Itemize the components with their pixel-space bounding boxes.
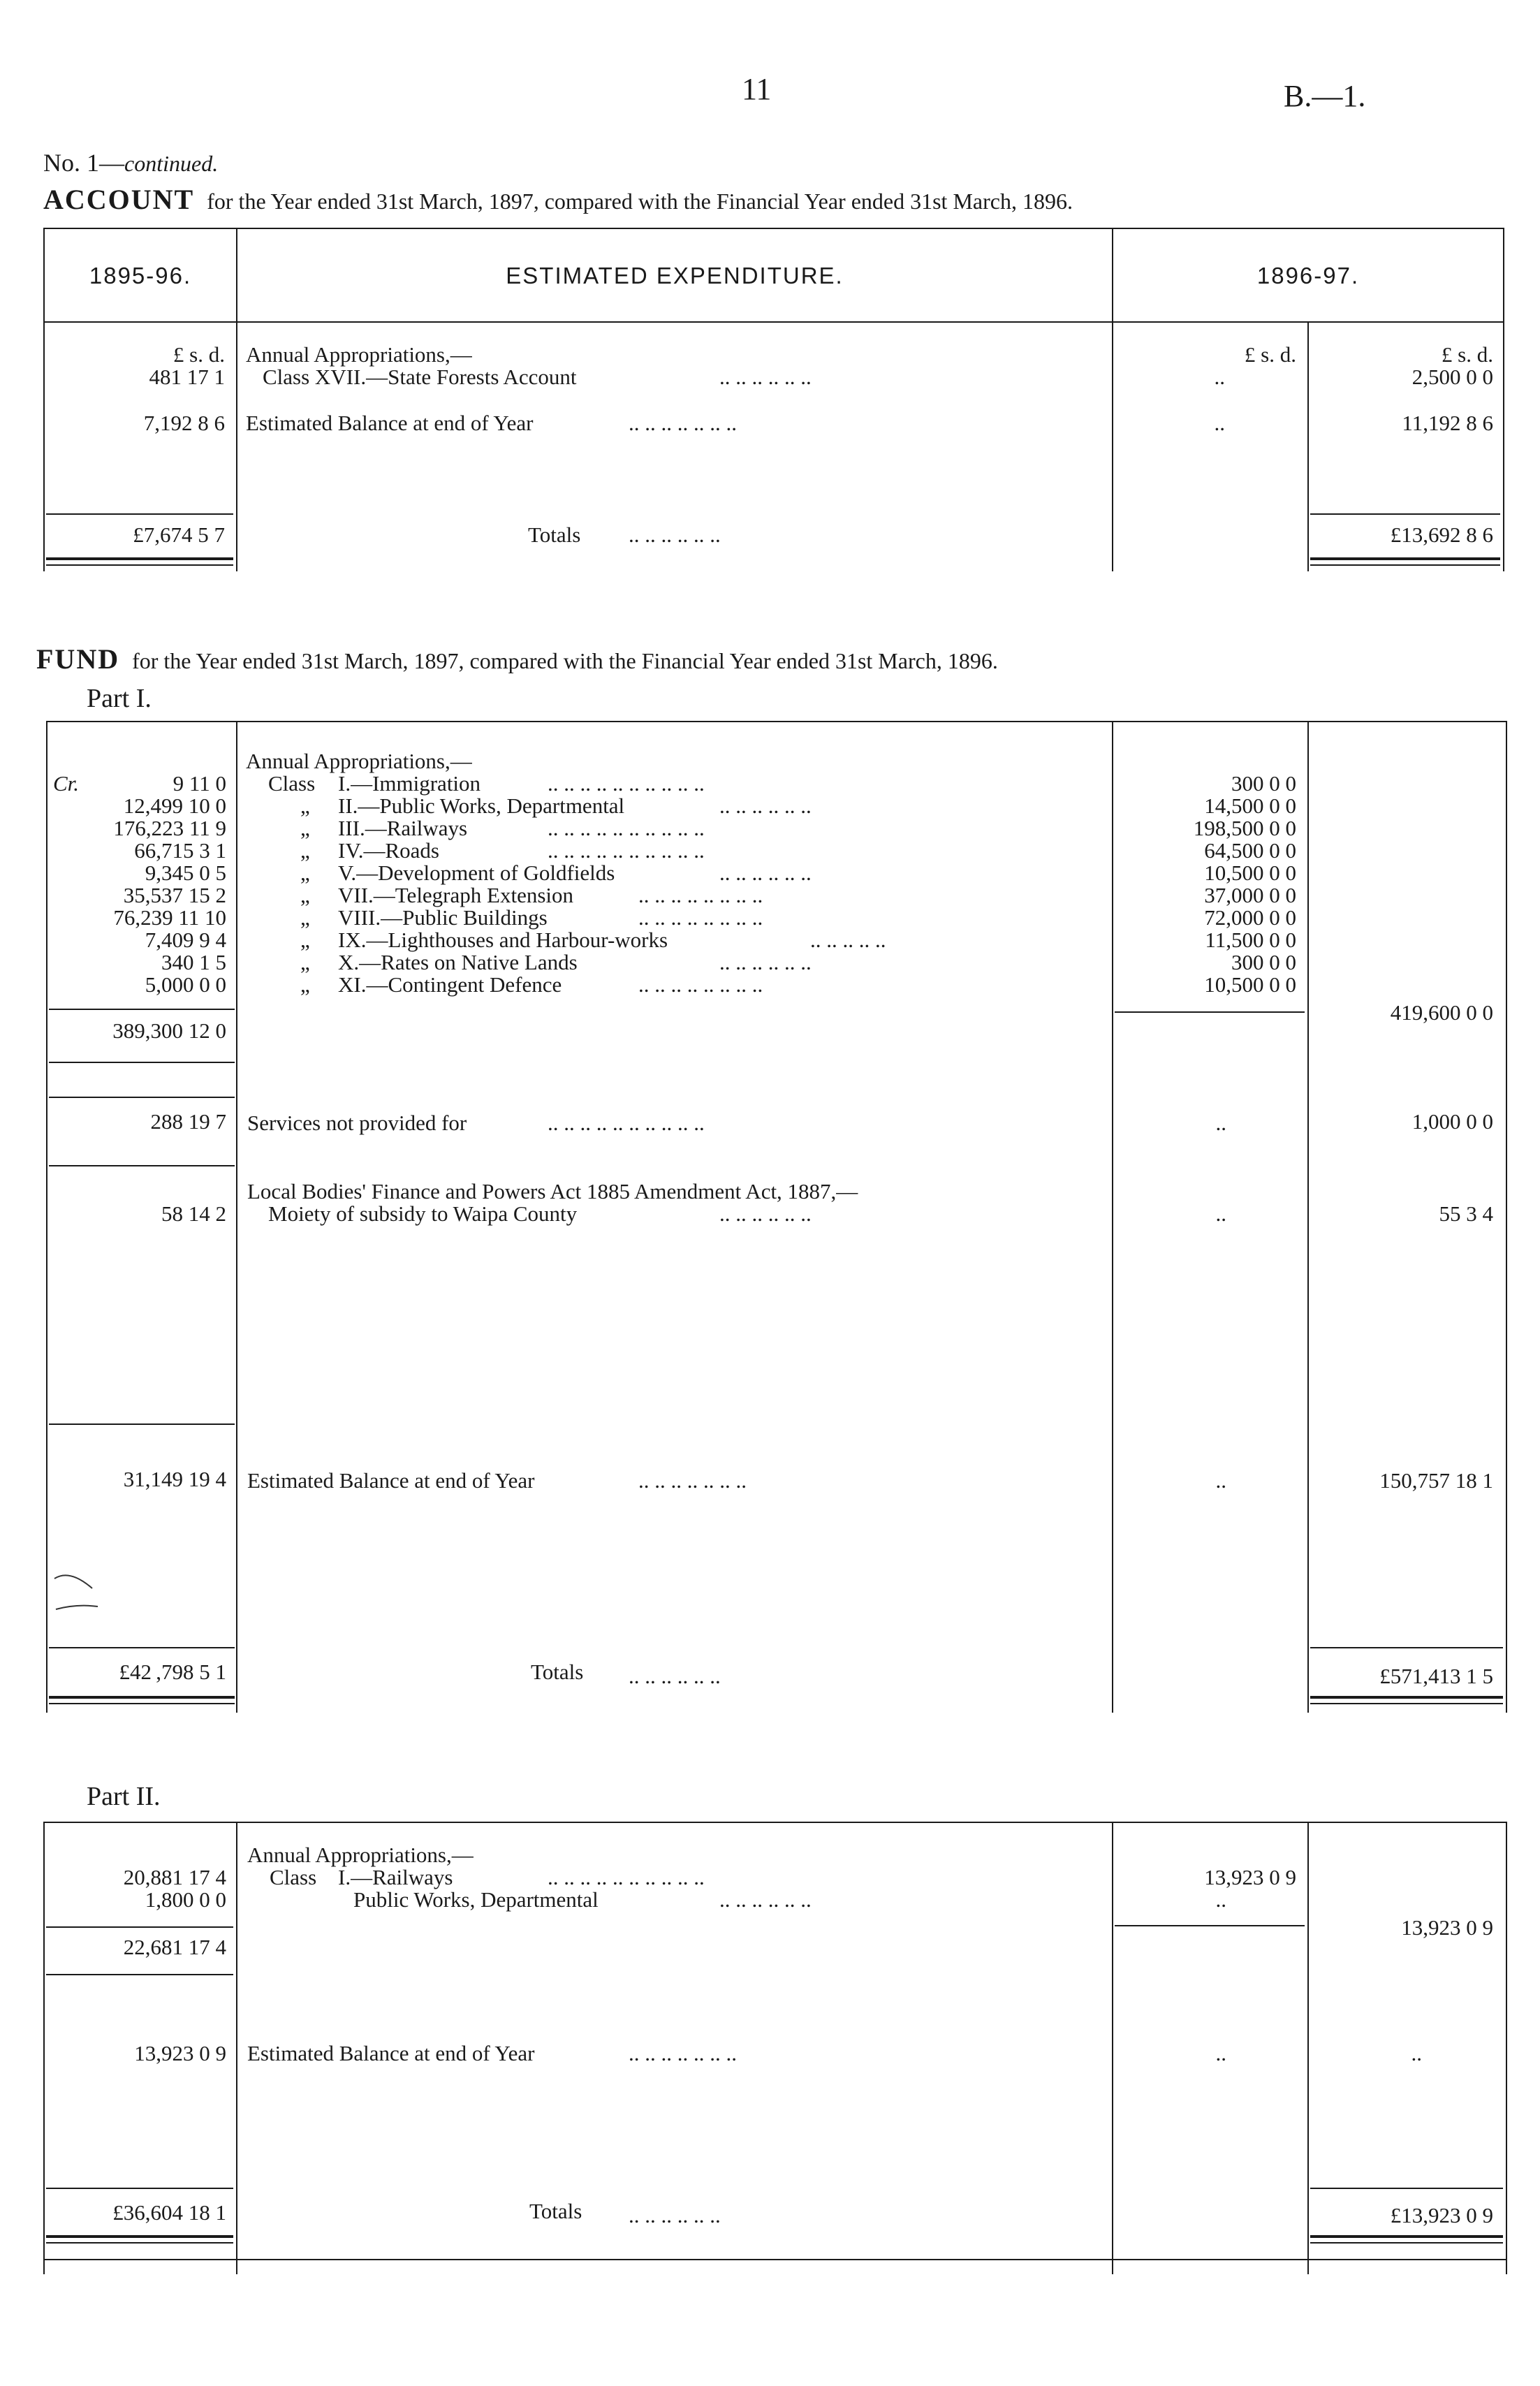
part2-balance-right: ..	[1411, 2041, 1422, 2065]
part2-row-amount: 13,923 0 9	[1204, 1865, 1296, 1889]
class-label: II.—Public Works, Departmental	[338, 793, 625, 818]
class-prev-amount: 66,715 3 1	[134, 838, 226, 863]
account-row-prev: 481 17 1	[149, 365, 225, 389]
class-amount: 64,500 0 0	[1204, 838, 1296, 863]
class-leader: .. .. .. .. .. .. .. ..	[638, 905, 763, 930]
balance-mid: ..	[1215, 1468, 1226, 1493]
services-label: Services not provided for	[247, 1111, 467, 1135]
document-code: B.—1.	[1284, 79, 1366, 113]
class-prev-amount: 5,000 0 0	[145, 972, 226, 997]
part2-title: Part II.	[87, 1782, 161, 1811]
local-prev-amount: 58 14 2	[161, 1201, 226, 1226]
class-label: IX.—Lighthouses and Harbour-works	[338, 928, 668, 952]
class-label: I.—Immigration	[338, 771, 481, 796]
part2-row-prefix: Class	[270, 1865, 317, 1889]
fund-title-rest: for the Year ended 31st March, 1897, compared with the Financial Year ended 31st March, 1896.	[132, 648, 998, 673]
class-prev-amount: 12,499 10 0	[123, 793, 226, 818]
services-leader: .. .. .. .. .. .. .. .. .. ..	[548, 1111, 705, 1135]
account-title	[43, 183, 1073, 216]
class-prefix: „	[300, 972, 310, 997]
account-totals-prev: £7,674 5 7	[133, 522, 225, 547]
part2-row-leader: .. .. .. .. .. .. .. .. .. ..	[548, 1865, 705, 1889]
class-label: X.—Rates on Native Lands	[338, 950, 578, 974]
local-amount: 55 3 4	[1439, 1201, 1493, 1226]
part1-totals-right: £571,413 1 5	[1379, 1664, 1493, 1688]
class-label: III.—Railways	[338, 816, 468, 840]
class-leader: .. .. .. .. .. .. .. ..	[638, 972, 763, 997]
local-mid: ..	[1215, 1201, 1226, 1226]
class-label: VIII.—Public Buildings	[338, 905, 548, 930]
part2-totals-leader: .. .. .. .. .. ..	[629, 2203, 721, 2227]
class-leader: .. .. .. .. .. ..	[719, 861, 812, 885]
pencil-mark-icon	[49, 1558, 105, 1620]
account-row-leader: .. .. .. .. .. .. ..	[629, 411, 737, 435]
class-prev-amount: 76,239 11 10	[113, 905, 226, 930]
class-label: V.—Development of Goldfields	[338, 861, 615, 885]
class-amount: 72,000 0 0	[1204, 905, 1296, 930]
part2-row-label: I.—Railways	[338, 1865, 453, 1889]
account-col-estimated-expenditure: ESTIMATED EXPENDITURE.	[506, 263, 844, 288]
class-amount: 300 0 0	[1231, 950, 1296, 974]
class-prefix: „	[300, 950, 310, 974]
part2-totals-right: £13,923 0 9	[1390, 2203, 1493, 2227]
account-unit-mid: £ s. d.	[1244, 342, 1296, 367]
class-prev-amount: 7,409 9 4	[145, 928, 226, 952]
balance-amount: 150,757 18 1	[1379, 1468, 1493, 1493]
class-amount: 10,500 0 0	[1204, 972, 1296, 997]
balance-label: Estimated Balance at end of Year	[247, 1468, 535, 1493]
account-appropriations-heading: Annual Appropriations,—	[246, 342, 472, 367]
statement-no-label: No. 1—	[43, 149, 124, 177]
class-amount: 14,500 0 0	[1204, 793, 1296, 818]
balance-leader: .. .. .. .. .. .. ..	[638, 1468, 747, 1493]
local-bodies-label: Moiety of subsidy to Waipa County	[268, 1201, 578, 1226]
class-prev-amount: 35,537 15 2	[123, 883, 226, 907]
class-prefix: „	[300, 905, 310, 930]
class-leader: .. .. .. .. .. .. .. .. .. ..	[548, 771, 705, 796]
part1-totals-label: Totals	[531, 1660, 584, 1684]
account-row-right: 2,500 0 0	[1411, 365, 1493, 389]
part2-balance-mid: ..	[1215, 2041, 1226, 2065]
account-unit-right: £ s. d.	[1441, 342, 1493, 367]
part2-row-leader: .. .. .. .. .. ..	[719, 1887, 812, 1912]
account-col-1895: 1895-96.	[89, 263, 192, 288]
services-mid: ..	[1215, 1111, 1226, 1135]
class-amount: 198,500 0 0	[1193, 816, 1296, 840]
account-row-mid: ..	[1214, 365, 1225, 389]
class-amount: 300 0 0	[1231, 771, 1296, 796]
part1-title: Part I.	[87, 684, 152, 713]
part2-row-amount: ..	[1215, 1887, 1226, 1912]
account-row-label: Class XVII.—State Forests Account	[263, 365, 577, 389]
class-label: IV.—Roads	[338, 838, 439, 863]
part2-appropriations-heading: Annual Appropriations,—	[247, 1843, 474, 1867]
fund-title	[36, 643, 998, 675]
part1-cr-label: Cr.	[53, 771, 80, 796]
part2-balance-prev: 13,923 0 9	[134, 2041, 226, 2065]
class-amount: 11,500 0 0	[1205, 928, 1296, 952]
services-prev-amount: 288 19 7	[150, 1109, 226, 1134]
class-prev-amount: 176,223 11 9	[113, 816, 226, 840]
account-row-mid: ..	[1214, 411, 1225, 435]
class-leader: .. .. .. .. .. ..	[719, 950, 812, 974]
part2-row-prev: 20,881 17 4	[123, 1865, 226, 1889]
part1-totals-leader: .. .. .. .. .. ..	[629, 1664, 721, 1688]
class-prefix: Class	[268, 771, 316, 796]
part2-totals-prev: £36,604 18 1	[112, 2200, 226, 2225]
class-amount: 10,500 0 0	[1204, 861, 1296, 885]
part2-subtotal-prev: 22,681 17 4	[123, 1935, 226, 1959]
account-col-1896: 1896-97.	[1256, 263, 1360, 288]
class-label: VII.—Telegraph Extension	[338, 883, 574, 907]
part2-balance-label: Estimated Balance at end of Year	[247, 2041, 535, 2065]
account-title-bold: ACCOUNT	[43, 184, 195, 215]
local-bodies-heading: Local Bodies' Finance and Powers Act 1885 Amendment Act, 1887,—	[247, 1179, 858, 1203]
account-unit-left: £ s. d.	[173, 342, 225, 367]
part1-totals-prev: £42 ,798 5 1	[119, 1660, 226, 1684]
class-prefix: „	[300, 816, 310, 840]
statement-number	[43, 148, 218, 177]
account-row-prev: 7,192 8 6	[143, 411, 225, 435]
class-label: XI.—Contingent Defence	[338, 972, 562, 997]
services-amount: 1,000 0 0	[1411, 1109, 1493, 1134]
classes-subtotal-prev: 389,300 12 0	[112, 1018, 226, 1043]
part2-totals-label: Totals	[529, 2199, 582, 2223]
fund-title-bold: FUND	[36, 643, 120, 675]
balance-prev-amount: 31,149 19 4	[123, 1467, 226, 1491]
class-prefix: „	[300, 793, 310, 818]
account-row-leader: .. .. .. .. .. ..	[719, 365, 812, 389]
account-row-right: 11,192 8 6	[1402, 411, 1493, 435]
class-leader: .. .. .. .. ..	[810, 928, 886, 952]
part2-balance-leader: .. .. .. .. .. .. ..	[629, 2041, 737, 2065]
class-prefix: „	[300, 861, 310, 885]
class-prefix: „	[300, 883, 310, 907]
class-leader: .. .. .. .. .. ..	[719, 793, 812, 818]
account-totals-right: £13,692 8 6	[1390, 522, 1493, 547]
part2-row-label: Public Works, Departmental	[353, 1887, 599, 1912]
continued-label: continued.	[124, 151, 219, 176]
account-totals-leader: .. .. .. .. .. ..	[629, 522, 721, 547]
account-title-rest: for the Year ended 31st March, 1897, compared with the Financial Year ended 31st March, 1896.	[207, 189, 1073, 214]
class-leader: .. .. .. .. .. .. .. ..	[638, 883, 763, 907]
class-leader: .. .. .. .. .. .. .. .. .. ..	[548, 816, 705, 840]
part2-subtotal-right: 13,923 0 9	[1401, 1915, 1493, 1940]
classes-total-amount: 419,600 0 0	[1390, 1000, 1493, 1025]
local-leader: .. .. .. .. .. ..	[719, 1201, 812, 1226]
page-number: 11	[742, 72, 772, 106]
class-prefix: „	[300, 838, 310, 863]
part1-appropriations-heading: Annual Appropriations,—	[246, 749, 472, 773]
class-leader: .. .. .. .. .. .. .. .. .. ..	[548, 838, 705, 863]
class-prev-amount: 9 11 0	[173, 771, 226, 796]
part2-row-prev: 1,800 0 0	[145, 1887, 226, 1912]
class-prefix: „	[300, 928, 310, 952]
class-amount: 37,000 0 0	[1204, 883, 1296, 907]
class-prev-amount: 340 1 5	[161, 950, 226, 974]
account-totals-label: Totals	[528, 522, 581, 547]
account-row-label: Estimated Balance at end of Year	[246, 411, 534, 435]
class-prev-amount: 9,345 0 5	[145, 861, 226, 885]
